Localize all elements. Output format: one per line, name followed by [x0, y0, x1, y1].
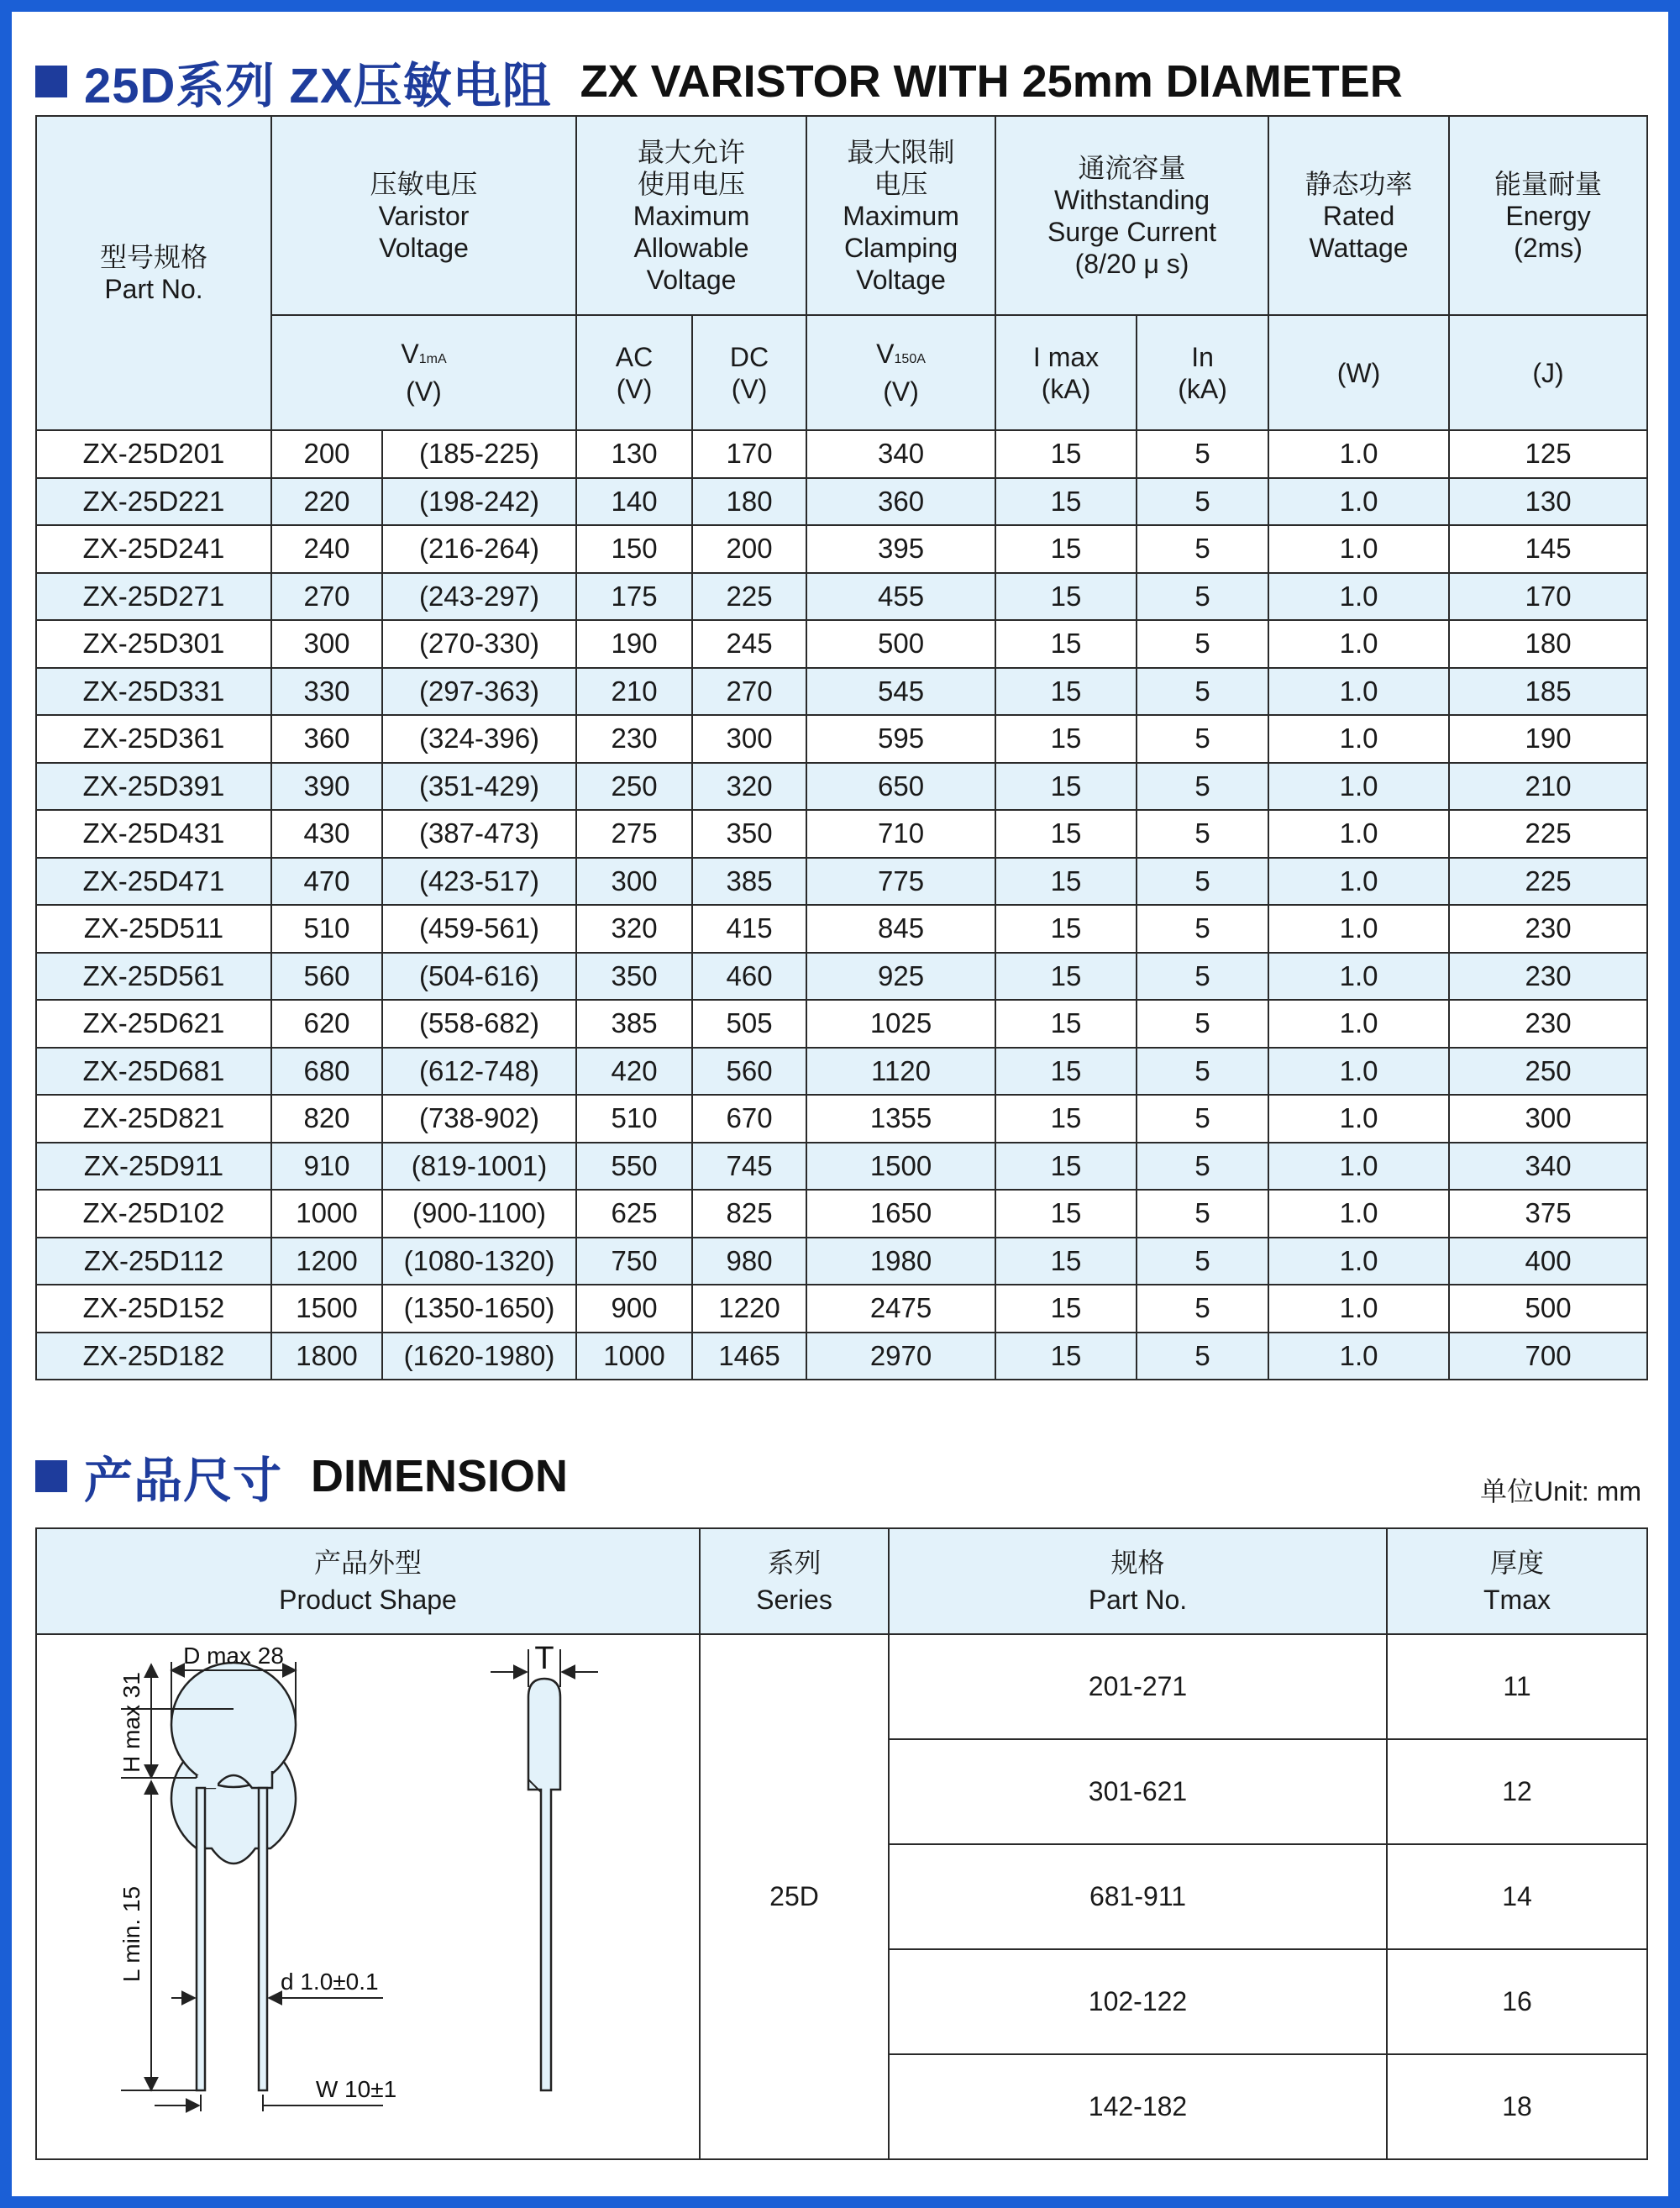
cell-wattage: 1.0: [1268, 1285, 1449, 1333]
cell-clamp-voltage: 1355: [806, 1095, 995, 1143]
cell-v1ma-range: (459-561): [382, 905, 576, 953]
cell-part-no: ZX-25D201: [36, 430, 271, 478]
l-min-label: L min. 15: [118, 1885, 144, 1982]
header-v150a: V150A (V): [806, 315, 995, 430]
cell-ac-voltage: 175: [576, 573, 692, 621]
cell-ac-voltage: 550: [576, 1143, 692, 1191]
spec-row: [36, 763, 1647, 811]
heading-square-icon: [35, 1460, 67, 1492]
cell-v1ma-nominal: 560: [271, 953, 382, 1001]
header-v1ma: V1mA (V): [271, 315, 576, 430]
cell-imax: 15: [995, 1285, 1137, 1333]
cell-dc-voltage: 350: [692, 810, 806, 858]
cell-ac-voltage: 385: [576, 1000, 692, 1048]
cell-v1ma-range: (185-225): [382, 430, 576, 478]
cell-in: 5: [1137, 1190, 1268, 1238]
spec-row: [36, 525, 1647, 573]
disc-body: [171, 1663, 296, 1787]
cell-part-no: ZX-25D221: [36, 478, 271, 526]
cell-imax: 15: [995, 810, 1137, 858]
cell-wattage: 1.0: [1268, 1000, 1449, 1048]
cell-v1ma-range: (819-1001): [382, 1143, 576, 1191]
cell-v1ma-nominal: 1500: [271, 1285, 382, 1333]
cell-in: 5: [1137, 905, 1268, 953]
lead-right: [259, 1788, 267, 2090]
spec-row: [36, 1095, 1647, 1143]
dim-part-cell: 681-911: [889, 1844, 1387, 1949]
cell-imax: 15: [995, 1000, 1137, 1048]
cell-dc-voltage: 300: [692, 715, 806, 763]
cell-wattage: 1.0: [1268, 763, 1449, 811]
cell-clamp-voltage: 2475: [806, 1285, 995, 1333]
cell-imax: 15: [995, 1143, 1137, 1191]
spec-row: [36, 573, 1647, 621]
cell-in: 5: [1137, 953, 1268, 1001]
cell-in: 5: [1137, 1095, 1268, 1143]
lead-spacing-label: W 10±1: [315, 2075, 397, 2102]
cell-wattage: 1.0: [1268, 905, 1449, 953]
dim-tmax-cell: 16: [1387, 1949, 1647, 2054]
header-watt-unit: (W): [1268, 315, 1449, 430]
cell-in: 5: [1137, 715, 1268, 763]
header-series: 系列 Series: [700, 1528, 889, 1634]
cell-imax: 15: [995, 858, 1137, 906]
cell-dc-voltage: 1465: [692, 1333, 806, 1380]
cell-in: 5: [1137, 668, 1268, 716]
cell-v1ma-nominal: 910: [271, 1143, 382, 1191]
dim-part-cell: 301-621: [889, 1739, 1387, 1844]
header-max-clamping-voltage: 最大限制 电压 Maximum Clamping Voltage: [806, 116, 995, 315]
spec-row: [36, 1048, 1647, 1096]
d-max-label: D max 28: [183, 1642, 284, 1669]
cell-v1ma-nominal: 1200: [271, 1238, 382, 1285]
cell-wattage: 1.0: [1268, 430, 1449, 478]
cell-v1ma-range: (1080-1320): [382, 1238, 576, 1285]
heading-square-icon: [35, 66, 67, 97]
dimension-heading-en: DIMENSION: [311, 1451, 569, 1501]
cell-part-no: ZX-25D361: [36, 715, 271, 763]
cell-ac-voltage: 420: [576, 1048, 692, 1096]
cell-ac-voltage: 140: [576, 478, 692, 526]
cell-wattage: 1.0: [1268, 953, 1449, 1001]
cell-clamp-voltage: 595: [806, 715, 995, 763]
cell-ac-voltage: 625: [576, 1190, 692, 1238]
cell-v1ma-range: (1350-1650): [382, 1285, 576, 1333]
spec-row: [36, 430, 1647, 478]
cell-ac-voltage: 510: [576, 1095, 692, 1143]
cell-v1ma-nominal: 430: [271, 810, 382, 858]
cell-energy: 130: [1449, 478, 1647, 526]
cell-imax: 15: [995, 430, 1137, 478]
cell-part-no: ZX-25D561: [36, 953, 271, 1001]
cell-ac-voltage: 750: [576, 1238, 692, 1285]
cell-energy: 210: [1449, 763, 1647, 811]
dim-tmax-cell: 18: [1387, 2054, 1647, 2159]
cell-energy: 230: [1449, 905, 1647, 953]
cell-part-no: ZX-25D152: [36, 1285, 271, 1333]
spec-row: [36, 668, 1647, 716]
spec-table: [35, 115, 1648, 1380]
cell-ac-voltage: 1000: [576, 1333, 692, 1380]
cell-clamp-voltage: 340: [806, 430, 995, 478]
cell-clamp-voltage: 360: [806, 478, 995, 526]
cell-part-no: ZX-25D241: [36, 525, 271, 573]
cell-imax: 15: [995, 1190, 1137, 1238]
cell-v1ma-range: (423-517): [382, 858, 576, 906]
spec-row: [36, 1000, 1647, 1048]
cell-part-no: ZX-25D271: [36, 573, 271, 621]
cell-part-no: ZX-25D681: [36, 1048, 271, 1096]
cell-in: 5: [1137, 1238, 1268, 1285]
cell-wattage: 1.0: [1268, 1238, 1449, 1285]
cell-imax: 15: [995, 573, 1137, 621]
cell-imax: 15: [995, 1048, 1137, 1096]
cell-part-no: ZX-25D102: [36, 1190, 271, 1238]
cell-v1ma-nominal: 470: [271, 858, 382, 906]
cell-ac-voltage: 250: [576, 763, 692, 811]
cell-part-no: ZX-25D471: [36, 858, 271, 906]
cell-in: 5: [1137, 525, 1268, 573]
header-max-allowable-voltage: 最大允许 使用电压 Maximum Allowable Voltage: [576, 116, 806, 315]
cell-imax: 15: [995, 715, 1137, 763]
header-thickness: 厚度 Tmax: [1387, 1528, 1647, 1634]
dimension-heading: [35, 1441, 568, 1511]
cell-clamp-voltage: 500: [806, 620, 995, 668]
cell-in: 5: [1137, 1000, 1268, 1048]
cell-energy: 500: [1449, 1285, 1647, 1333]
cell-energy: 375: [1449, 1190, 1647, 1238]
cell-v1ma-range: (504-616): [382, 953, 576, 1001]
cell-v1ma-nominal: 390: [271, 763, 382, 811]
spec-heading-cn: 25D系列 ZX压敏电阻: [84, 59, 552, 113]
cell-in: 5: [1137, 430, 1268, 478]
spec-row: [36, 905, 1647, 953]
cell-clamp-voltage: 775: [806, 858, 995, 906]
cell-v1ma-range: (297-363): [382, 668, 576, 716]
header-energy: 能量耐量 Energy (2ms): [1449, 116, 1647, 315]
cell-in: 5: [1137, 763, 1268, 811]
cell-in: 5: [1137, 858, 1268, 906]
dim-tmax-cell: 12: [1387, 1739, 1647, 1844]
cell-part-no: ZX-25D431: [36, 810, 271, 858]
cell-wattage: 1.0: [1268, 858, 1449, 906]
cell-ac-voltage: 320: [576, 905, 692, 953]
lead-diameter-label: d 1.0±0.1: [281, 1968, 379, 1995]
cell-in: 5: [1137, 1285, 1268, 1333]
header-part-no: 型号规格 Part No.: [36, 116, 271, 430]
cell-imax: 15: [995, 953, 1137, 1001]
cell-wattage: 1.0: [1268, 1333, 1449, 1380]
series-cell: 25D: [700, 1634, 889, 2159]
cell-dc-voltage: 320: [692, 763, 806, 811]
cell-v1ma-range: (243-297): [382, 573, 576, 621]
cell-clamp-voltage: 1650: [806, 1190, 995, 1238]
cell-clamp-voltage: 1500: [806, 1143, 995, 1191]
cell-energy: 180: [1449, 620, 1647, 668]
cell-clamp-voltage: 845: [806, 905, 995, 953]
cell-clamp-voltage: 455: [806, 573, 995, 621]
cell-v1ma-range: (198-242): [382, 478, 576, 526]
cell-ac-voltage: 275: [576, 810, 692, 858]
cell-imax: 15: [995, 763, 1137, 811]
cell-in: 5: [1137, 1143, 1268, 1191]
cell-wattage: 1.0: [1268, 668, 1449, 716]
cell-imax: 15: [995, 525, 1137, 573]
cell-in: 5: [1137, 620, 1268, 668]
header-surge-current: 通流容量 Withstanding Surge Current (8/20 μ s): [995, 116, 1268, 315]
cell-dc-voltage: 270: [692, 668, 806, 716]
cell-v1ma-range: (324-396): [382, 715, 576, 763]
cell-dc-voltage: 745: [692, 1143, 806, 1191]
cell-v1ma-nominal: 200: [271, 430, 382, 478]
cell-part-no: ZX-25D331: [36, 668, 271, 716]
spec-row: [36, 715, 1647, 763]
cell-ac-voltage: 350: [576, 953, 692, 1001]
cell-in: 5: [1137, 1333, 1268, 1380]
cell-v1ma-range: (900-1100): [382, 1190, 576, 1238]
cell-energy: 185: [1449, 668, 1647, 716]
cell-ac-voltage: 130: [576, 430, 692, 478]
cell-wattage: 1.0: [1268, 810, 1449, 858]
cell-v1ma-range: (612-748): [382, 1048, 576, 1096]
cell-energy: 340: [1449, 1143, 1647, 1191]
unit-note: 单位Unit: mm: [1479, 1476, 1641, 1506]
spec-row: [36, 1285, 1647, 1333]
cell-dc-voltage: 560: [692, 1048, 806, 1096]
cell-ac-voltage: 190: [576, 620, 692, 668]
cell-part-no: ZX-25D511: [36, 905, 271, 953]
cell-dc-voltage: 460: [692, 953, 806, 1001]
cell-wattage: 1.0: [1268, 1143, 1449, 1191]
cell-clamp-voltage: 1120: [806, 1048, 995, 1096]
cell-v1ma-range: (387-473): [382, 810, 576, 858]
cell-v1ma-nominal: 270: [271, 573, 382, 621]
header-dc: DC (V): [692, 315, 806, 430]
cell-clamp-voltage: 710: [806, 810, 995, 858]
cell-dc-voltage: 225: [692, 573, 806, 621]
lead-left: [197, 1788, 205, 2090]
cell-v1ma-nominal: 620: [271, 1000, 382, 1048]
cell-dc-voltage: 415: [692, 905, 806, 953]
dimension-heading-cn: 产品尺寸: [84, 1454, 283, 1508]
cell-part-no: ZX-25D112: [36, 1238, 271, 1285]
cell-dc-voltage: 170: [692, 430, 806, 478]
cell-v1ma-nominal: 1800: [271, 1333, 382, 1380]
cell-energy: 700: [1449, 1333, 1647, 1380]
cell-dc-voltage: 200: [692, 525, 806, 573]
cell-ac-voltage: 230: [576, 715, 692, 763]
cell-wattage: 1.0: [1268, 573, 1449, 621]
header-ac: AC (V): [576, 315, 692, 430]
cell-ac-voltage: 900: [576, 1285, 692, 1333]
cell-imax: 15: [995, 668, 1137, 716]
cell-imax: 15: [995, 1095, 1137, 1143]
cell-energy: 225: [1449, 810, 1647, 858]
cell-ac-voltage: 210: [576, 668, 692, 716]
varistor-outline-drawing: [37, 1637, 699, 2158]
cell-v1ma-nominal: 680: [271, 1048, 382, 1096]
cell-v1ma-nominal: 330: [271, 668, 382, 716]
dimension-table: [35, 1527, 1648, 2160]
spec-heading: [35, 46, 1403, 117]
cell-v1ma-range: (738-902): [382, 1095, 576, 1143]
cell-imax: 15: [995, 1238, 1137, 1285]
cell-energy: 190: [1449, 715, 1647, 763]
cell-clamp-voltage: 545: [806, 668, 995, 716]
dim-part-cell: 142-182: [889, 2054, 1387, 2159]
spec-row: [36, 478, 1647, 526]
cell-wattage: 1.0: [1268, 1048, 1449, 1096]
spec-row: [36, 953, 1647, 1001]
cell-energy: 225: [1449, 858, 1647, 906]
cell-energy: 145: [1449, 525, 1647, 573]
cell-v1ma-range: (1620-1980): [382, 1333, 576, 1380]
cell-dc-voltage: 980: [692, 1238, 806, 1285]
cell-wattage: 1.0: [1268, 525, 1449, 573]
dim-part-cell: 102-122: [889, 1949, 1387, 2054]
cell-imax: 15: [995, 1333, 1137, 1380]
spec-row: [36, 1238, 1647, 1285]
cell-clamp-voltage: 650: [806, 763, 995, 811]
cell-wattage: 1.0: [1268, 620, 1449, 668]
spec-row: [36, 1190, 1647, 1238]
cell-clamp-voltage: 2970: [806, 1333, 995, 1380]
cell-clamp-voltage: 1025: [806, 1000, 995, 1048]
spec-row: [36, 858, 1647, 906]
spec-row: [36, 1333, 1647, 1380]
cell-v1ma-range: (351-429): [382, 763, 576, 811]
header-rated-wattage: 静态功率 Rated Wattage: [1268, 116, 1449, 315]
side-view: [528, 1679, 560, 2090]
spec-row: [36, 1143, 1647, 1191]
cell-energy: 125: [1449, 430, 1647, 478]
cell-part-no: ZX-25D301: [36, 620, 271, 668]
cell-in: 5: [1137, 810, 1268, 858]
cell-v1ma-nominal: 360: [271, 715, 382, 763]
cell-part-no: ZX-25D911: [36, 1143, 271, 1191]
dim-tmax-cell: 14: [1387, 1844, 1647, 1949]
dimension-table-body: [36, 1634, 1647, 2159]
cell-energy: 170: [1449, 573, 1647, 621]
cell-dc-voltage: 1220: [692, 1285, 806, 1333]
dim-part-cell: 201-271: [889, 1634, 1387, 1739]
cell-clamp-voltage: 395: [806, 525, 995, 573]
spec-heading-en: ZX VARISTOR WITH 25mm DIAMETER: [580, 56, 1403, 107]
cell-v1ma-nominal: 510: [271, 905, 382, 953]
cell-dc-voltage: 825: [692, 1190, 806, 1238]
cell-dc-voltage: 180: [692, 478, 806, 526]
header-varistor-voltage: 压敏电压 Varistor Voltage: [271, 116, 576, 315]
cell-ac-voltage: 300: [576, 858, 692, 906]
cell-energy: 300: [1449, 1095, 1647, 1143]
cell-imax: 15: [995, 905, 1137, 953]
cell-in: 5: [1137, 478, 1268, 526]
cell-dc-voltage: 505: [692, 1000, 806, 1048]
cell-part-no: ZX-25D621: [36, 1000, 271, 1048]
h-max-label: H max 31: [118, 1671, 144, 1773]
cell-imax: 15: [995, 478, 1137, 526]
cell-wattage: 1.0: [1268, 715, 1449, 763]
spec-table-body: [36, 430, 1647, 1380]
cell-in: 5: [1137, 1048, 1268, 1096]
cell-energy: 400: [1449, 1238, 1647, 1285]
cell-wattage: 1.0: [1268, 478, 1449, 526]
cell-imax: 15: [995, 620, 1137, 668]
header-imax: I max (kA): [995, 315, 1137, 430]
header-dim-part-no: 规格 Part No.: [889, 1528, 1387, 1634]
cell-ac-voltage: 150: [576, 525, 692, 573]
cell-v1ma-nominal: 220: [271, 478, 382, 526]
cell-part-no: ZX-25D821: [36, 1095, 271, 1143]
cell-v1ma-nominal: 1000: [271, 1190, 382, 1238]
cell-clamp-voltage: 925: [806, 953, 995, 1001]
thickness-label: T: [534, 1640, 554, 1676]
spec-row: [36, 620, 1647, 668]
cell-wattage: 1.0: [1268, 1190, 1449, 1238]
cell-v1ma-range: (270-330): [382, 620, 576, 668]
dim-tmax-cell: 11: [1387, 1634, 1647, 1739]
cell-v1ma-nominal: 820: [271, 1095, 382, 1143]
cell-energy: 230: [1449, 953, 1647, 1001]
cell-part-no: ZX-25D182: [36, 1333, 271, 1380]
cell-clamp-voltage: 1980: [806, 1238, 995, 1285]
cell-v1ma-range: (558-682): [382, 1000, 576, 1048]
cell-dc-voltage: 385: [692, 858, 806, 906]
cell-v1ma-nominal: 240: [271, 525, 382, 573]
cell-dc-voltage: 245: [692, 620, 806, 668]
cell-part-no: ZX-25D391: [36, 763, 271, 811]
cell-v1ma-nominal: 300: [271, 620, 382, 668]
cell-energy: 230: [1449, 1000, 1647, 1048]
header-product-shape: 产品外型 Product Shape: [36, 1528, 700, 1634]
cell-in: 5: [1137, 573, 1268, 621]
cell-v1ma-range: (216-264): [382, 525, 576, 573]
header-in: In (kA): [1137, 315, 1268, 430]
spec-row: [36, 810, 1647, 858]
header-energy-unit: (J): [1449, 315, 1647, 430]
cell-wattage: 1.0: [1268, 1095, 1449, 1143]
cell-dc-voltage: 670: [692, 1095, 806, 1143]
product-shape-drawing-cell: [36, 1634, 700, 2159]
cell-energy: 250: [1449, 1048, 1647, 1096]
